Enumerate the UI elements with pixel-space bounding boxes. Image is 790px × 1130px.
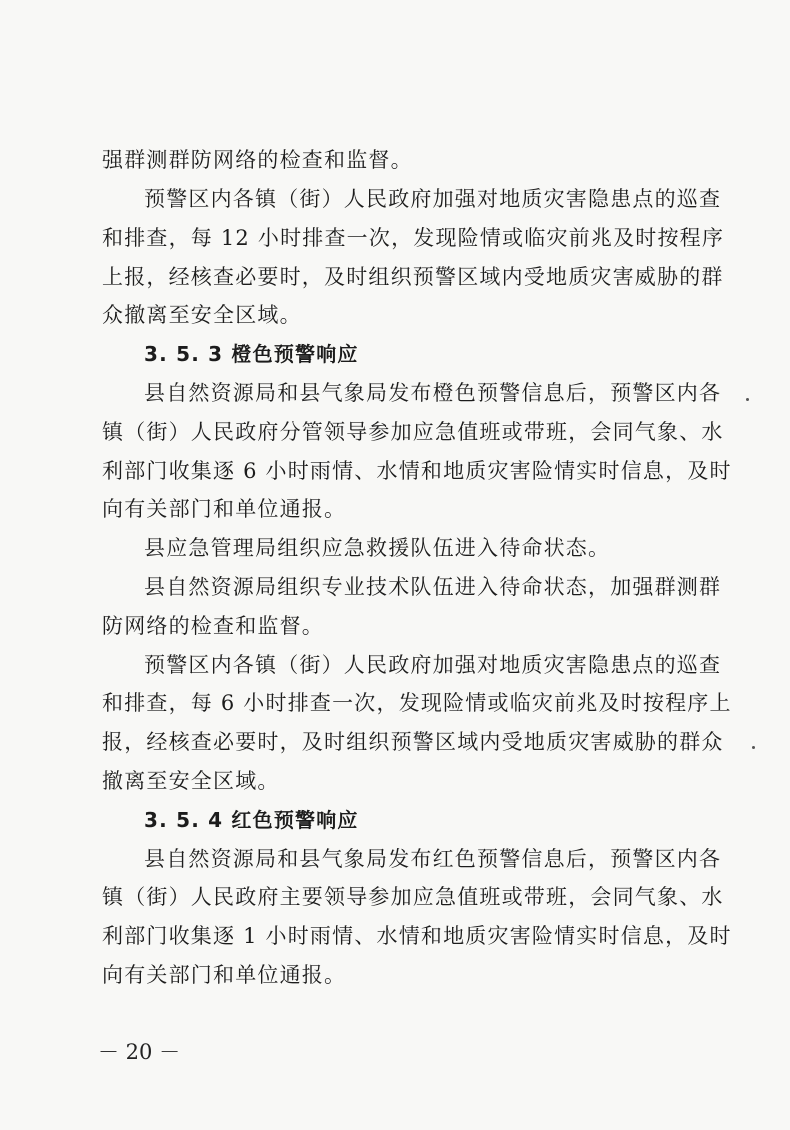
- text-line: 利部门收集逐 1 小时雨情、水情和地质灾害险情实时信息，及时: [102, 924, 732, 948]
- text-line: 报，经核查必要时，及时组织预警区域内受地质灾害威胁的群众: [102, 730, 724, 754]
- page-number: － 20 －: [98, 1040, 181, 1064]
- scan-speck: [752, 746, 755, 749]
- text-line: 向有关部门和单位通报。: [102, 963, 347, 987]
- paragraph-first-line: 预警区内各镇（街）人民政府加强对地质灾害隐患点的巡查: [144, 187, 722, 211]
- paragraph-first-line: 县应急管理局组织应急救援队伍进入待命状态。: [144, 536, 611, 560]
- scan-speck: [746, 398, 749, 401]
- text-line: 镇（街）人民政府分管领导参加应急值班或带班，会同气象、水: [102, 420, 724, 444]
- paragraph-first-line: 县自然资源局组织专业技术队伍进入待命状态，加强群测群: [144, 575, 722, 599]
- text-line: 防网络的检查和监督。: [102, 614, 324, 638]
- text-line: 众撤离至安全区域。: [102, 303, 302, 327]
- text-line: 上报，经核查必要时，及时组织预警区域内受地质灾害威胁的群: [102, 265, 724, 289]
- text-line: 利部门收集逐 6 小时雨情、水情和地质灾害险情实时信息，及时: [102, 459, 732, 483]
- paragraph-first-line: 预警区内各镇（街）人民政府加强对地质灾害隐患点的巡查: [144, 653, 722, 677]
- section-heading-3-5-3: 3. 5. 3 橙色预警响应: [144, 342, 359, 366]
- paragraph-first-line: 县自然资源局和县气象局发布红色预警信息后，预警区内各: [144, 847, 722, 871]
- paragraph-first-line: 县自然资源局和县气象局发布橙色预警信息后，预警区内各: [144, 381, 722, 405]
- text-line: 和排查，每 6 小时排查一次，发现险情或临灾前兆及时按程序上: [102, 691, 732, 715]
- text-line: 镇（街）人民政府主要领导参加应急值班或带班，会同气象、水: [102, 885, 724, 909]
- text-line: 向有关部门和单位通报。: [102, 497, 347, 521]
- text-line: 撤离至安全区域。: [102, 769, 280, 793]
- text-line: 和排查，每 12 小时排查一次，发现险情或临灾前兆及时按程序: [102, 226, 725, 250]
- text-line: 强群测群防网络的检查和监督。: [102, 148, 413, 172]
- section-heading-3-5-4: 3. 5. 4 红色预警响应: [144, 808, 359, 832]
